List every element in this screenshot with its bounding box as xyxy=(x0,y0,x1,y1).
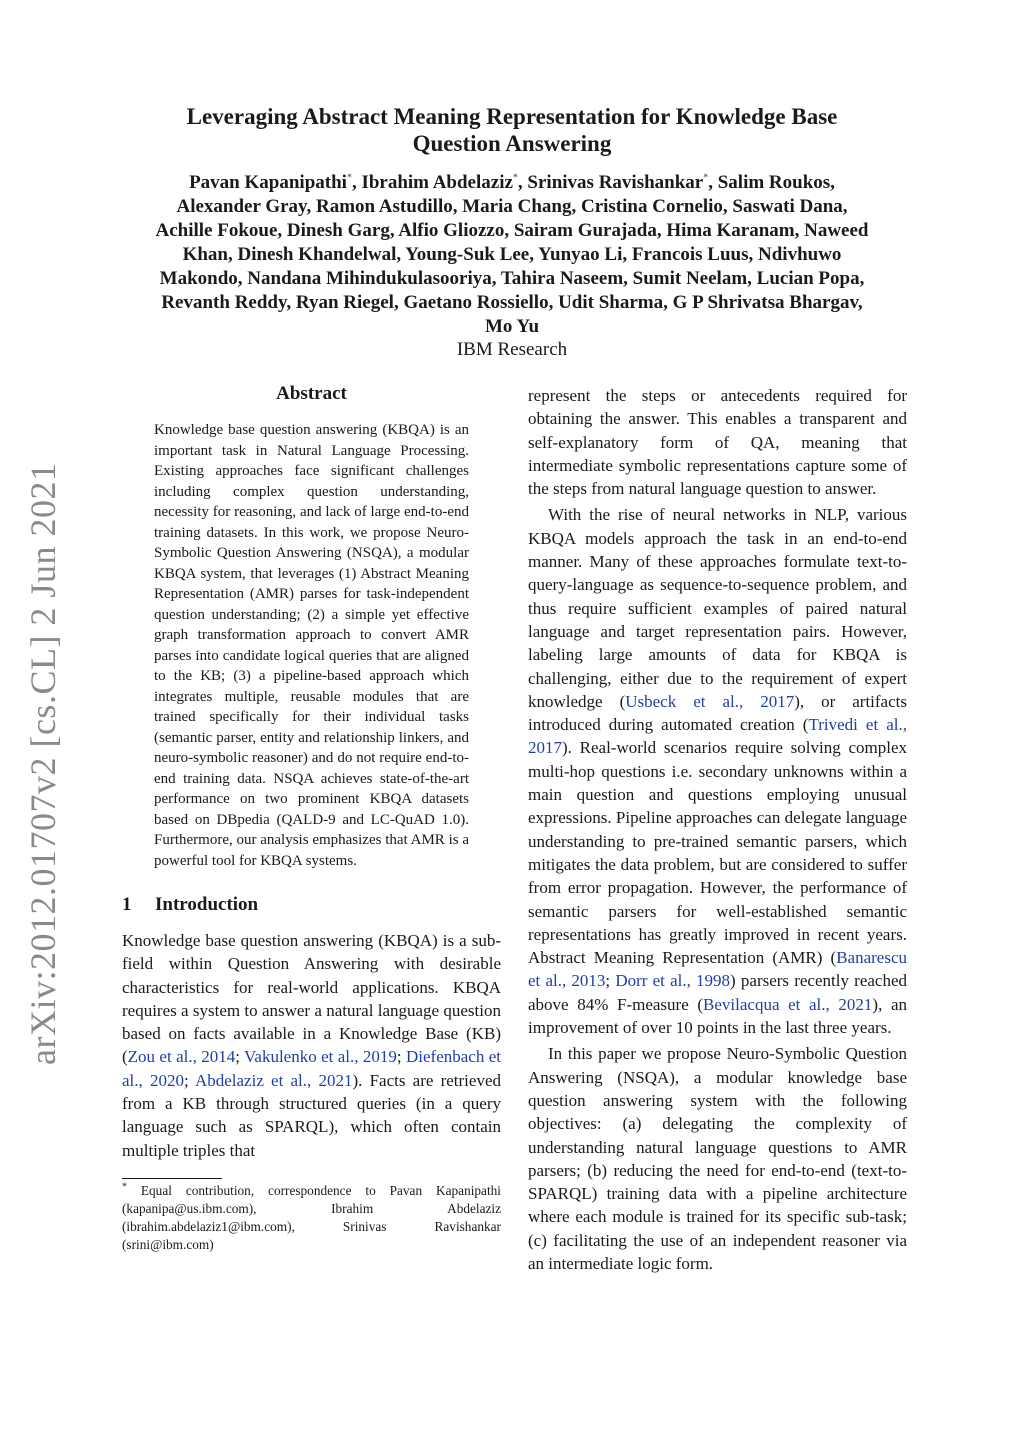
abstract-heading: Abstract xyxy=(276,383,347,404)
text-run: ). Facts are retrieved from a KB through structured queries (in a query language such as xyxy=(122,1070,501,1137)
sparql-term: SPARQL xyxy=(264,1117,329,1137)
citation-link[interactable]: Usbeck et al., 2017 xyxy=(625,691,795,711)
author-3: Srinivas Ravishankar xyxy=(527,172,704,193)
text-run: Knowledge base question answering (KBQA) is a sub-field within Question Answering with desirable characteristics for real-world applications. KBQA requires a system to answer a natural language question based on facts available in a Knowledge Base (KB) ( xyxy=(122,931,501,1067)
right-paragraph-3 xyxy=(528,1042,907,1275)
footnote-text: Equal contribution, correspondence to Pavan Kapanipathi (kapanipa@us.ibm.com), Ibrahim Abdelaziz (ibrahim.abdelaziz1@ibm.com), Srinivas Ravishankar (srini@ibm.com) xyxy=(122,1182,501,1252)
text-run: With the rise of neural networks in NLP, various KBQA models approach the task in an end-to-end manner. Many of these approaches formulate text-to-query-language as sequence-to-sequence problem, and thus require sufficient examples of paired natural language and target representation pairs. However, labeling large amounts of data for KBQA is challenging, either due to the requirement of expert knowledge ( xyxy=(528,505,907,711)
sparql-term: SPARQL xyxy=(528,1184,592,1204)
abstract-text: Knowledge base question answering (KBQA) is an important task in Natural Language Processing. Existing approaches face significant challenges including complex question understanding, necessity for reasoning, and lack of large end-to-end training datasets. In this work, we propose Neuro-Symbolic Question Answering (NSQA), a modular KBQA system, that leverages (1) Abstract Meaning Representation (AMR) parses for task-independent question understanding; (2) a simple yet effective graph transformation approach to convert AMR parses into candidate logical queries that are aligned to the KB; (3) a pipeline-based approach which integrates multiple, reusable modules that are trained specifically for their individual tasks (semantic parser, entity and relationship linkers, and neuro-symbolic reasoner) and do not require end-to-end training data. NSQA achieves state-of-the-art performance on two prominent KBQA datasets based on DBpedia (QALD-9 and LC-QuAD 1.0). Furthermore, our analysis emphasizes that AMR is a powerful tool for KBQA systems. xyxy=(154,422,469,869)
citation-link[interactable]: Bevilacqua et al., 2021 xyxy=(703,994,873,1014)
author-list: Pavan Kapanipathi*, Ibrahim Abdelaziz*, Srinivas Ravishankar*, Salim Roukos, Alexander Gray, Ramon Astudillo, Maria Chang, Cristina Cornelio, Saswati Dana, Achille Fokoue, Dinesh Garg, Alfio Gliozzo, Sairam Gurajada, Hima Karanam, Naweed Khan, Dinesh Khandelwal, Young-Suk Lee, Yunyao Li, Francois Luus, Ndivhuwo Makondo, Nandana Mihindukulasooriya, Tahira Naseem, Sumit Neelam, Lucian Popa, Revanth Reddy, Ryan Riegel, Gaetano Rossiello, Udit Sharma, G P Shrivatsa Bhargav, Mo Yu xyxy=(155,172,869,337)
right-paragraph-1: represent the steps or antecedents required for obtaining the answer. This enables a transparent and self-explanatory form of QA, meaning that intermediate symbolic representations capture some of the steps from natural language question to answer. xyxy=(528,386,907,499)
text-run: ), which often contain multiple triples that xyxy=(122,1117,501,1160)
arxiv-identifier: arXiv:2012.01707v2 [cs.CL] 2 Jun 2021 xyxy=(23,462,63,1065)
left-column xyxy=(122,382,501,1254)
citation-link[interactable]: Zou et al., 2014 xyxy=(127,1047,236,1067)
citation-link[interactable]: Dorr et al., 1998 xyxy=(615,971,731,991)
citation-link[interactable]: Vakulenko et al., 2019 xyxy=(244,1047,397,1067)
intro-paragraph-1 xyxy=(122,929,501,1162)
equal-contribution-mark: * xyxy=(512,172,518,184)
author-1: Pavan Kapanipathi xyxy=(189,172,347,193)
text-run: ), or artifacts introduced during automated creation ( xyxy=(528,691,907,735)
author-2: Ibrahim Abdelaziz xyxy=(361,172,513,193)
section-title: Introduction xyxy=(155,894,259,915)
citation-link[interactable]: Abdelaziz et al., 2021 xyxy=(194,1070,353,1090)
text-run: ; xyxy=(183,1070,195,1090)
equal-contribution-mark: * xyxy=(703,172,709,184)
text-run: ; xyxy=(605,971,616,991)
paper-title: Leveraging Abstract Meaning Representation for Knowledge Base Question Answering xyxy=(186,104,838,156)
section-number: 1 xyxy=(122,894,132,915)
citation-link[interactable]: Diefenbach et al., 2020 xyxy=(122,1047,501,1090)
citation-link[interactable]: Trivedi et al., 2017 xyxy=(528,715,908,758)
text-run: ; xyxy=(235,1047,245,1067)
text-run: ), an improvement of over 10 points in the last three years. xyxy=(528,994,907,1038)
right-paragraph-2 xyxy=(528,503,907,1039)
text-run: ) parsers recently reached above 84% F-measure ( xyxy=(528,971,907,1014)
text-run: ; xyxy=(396,1047,406,1067)
footnote-mark: * xyxy=(122,1181,127,1193)
affiliation: IBM Research xyxy=(456,339,568,360)
right-column xyxy=(528,384,907,1275)
footnote-divider xyxy=(122,1178,222,1179)
other-authors: Salim Roukos, Alexander Gray, Ramon Astudillo, Maria Chang, Cristina Cornelio, Saswati Dana, Achille Fokoue, Dinesh Garg, Alfio Gliozzo, Sairam Gurajada, Hima Karanam, Naweed Khan, Dinesh Khandelwal, Young-Suk Lee, Yunyao Li, Francois Luus, Ndivhuwo Makondo, Nandana Mihindukulasooriya, Tahira Naseem, Sumit Neelam, Lucian Popa, Revanth Reddy, Ryan Riegel, Gaetano Rossiello, Udit Sharma, G P Shrivatsa Bhargav, Mo Yu xyxy=(155,172,869,337)
footnote xyxy=(122,1182,501,1254)
text-run: In this paper we propose Neuro-Symbolic Question Answering (NSQA), a modular knowledge base question answering system with the following objectives: (a) delegating the complexity of understanding natural language questions to AMR parsers; (b) reducing the need for end-to-end (text-to- xyxy=(528,1044,907,1180)
text-run: ) training data with a pipeline architecture where each module is trained for its specific sub-task; (c) facilitating the use of an independent reasoner via an intermediate logic form. xyxy=(528,1184,907,1273)
text-run: ). Real-world scenarios require solving complex multi-hop questions i.e. secondary unknowns within a main question and questions employing unusual expressions. Pipeline approaches can delegate language understanding to pre-trained semantic parsers, which mitigates the data problem, but are considered to suffer from error propagation. However, the performance of semantic parsers for well-established semantic representations has greatly improved in recent years. Abstract Meaning Representation (AMR) ( xyxy=(528,738,907,968)
section-heading-introduction xyxy=(122,893,501,917)
citation-link[interactable]: Banarescu et al., 2013 xyxy=(528,948,907,991)
equal-contribution-mark: * xyxy=(346,172,352,184)
